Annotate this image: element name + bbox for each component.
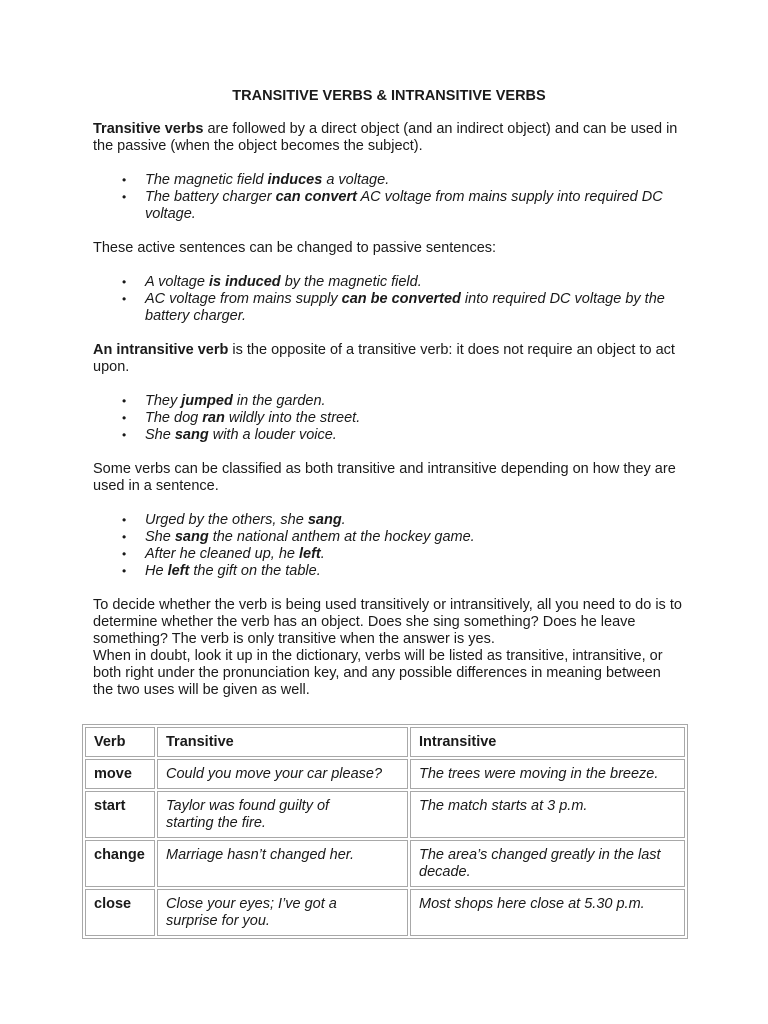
example-text: the national anthem at the hockey game. bbox=[208, 529, 475, 545]
example-text: The battery charger bbox=[145, 189, 276, 205]
list-item bbox=[145, 172, 683, 189]
decide-paragraph: To decide whether the verb is being used transitively or intransitively, all you need to do is to determine whether the verb has an object. Does she sing something? Does he leave something? The verb is only transitive when the answer is yes. bbox=[93, 597, 682, 647]
example-verb: induces bbox=[267, 172, 323, 188]
example-verb: left bbox=[298, 546, 321, 562]
list-item bbox=[145, 410, 683, 427]
table-row bbox=[85, 840, 685, 887]
cell-transitive: Marriage hasn’t changed her. bbox=[157, 840, 408, 887]
list-item bbox=[145, 546, 683, 563]
list-item bbox=[145, 291, 683, 325]
cell-verb: change bbox=[85, 840, 155, 887]
cell-intransitive: The trees were moving in the breeze. bbox=[410, 759, 685, 789]
example-verb: sang bbox=[174, 529, 209, 545]
example-verb: ran bbox=[202, 410, 225, 426]
document-body bbox=[93, 88, 683, 699]
header-intransitive: Intransitive bbox=[410, 727, 685, 757]
example-text: in the garden. bbox=[232, 393, 326, 409]
example-text: She bbox=[145, 427, 175, 443]
cell-intransitive: Most shops here close at 5.30 p.m. bbox=[410, 889, 685, 936]
example-text: They bbox=[145, 393, 182, 409]
list-item bbox=[145, 512, 683, 529]
cell-transitive: Taylor was found guilty of starting the fire. bbox=[157, 791, 408, 838]
example-text: Urged by the others, she bbox=[145, 512, 308, 528]
dictionary-paragraph: When in doubt, look it up in the dictionary, verbs will be listed as transitive, intransitive, or both right under the pronunciation key, and any possible differences in meaning between the two uses will be given as well. bbox=[93, 648, 663, 698]
example-text: The dog bbox=[145, 410, 203, 426]
intransitive-term: An intransitive verb bbox=[93, 342, 229, 358]
example-text: A voltage bbox=[145, 274, 209, 290]
both-examples-list bbox=[93, 512, 683, 580]
example-text: with a louder voice. bbox=[208, 427, 337, 443]
transitive-definition bbox=[93, 121, 683, 155]
example-text: He bbox=[145, 563, 168, 579]
transitive-term: Transitive verbs bbox=[93, 121, 204, 137]
example-text: She bbox=[145, 529, 175, 545]
cell-verb: move bbox=[85, 759, 155, 789]
header-verb: Verb bbox=[85, 727, 155, 757]
list-item bbox=[145, 529, 683, 546]
list-item bbox=[145, 189, 683, 223]
example-verb: left bbox=[167, 563, 190, 579]
example-verb: sang bbox=[174, 427, 209, 443]
cell-verb: close bbox=[85, 889, 155, 936]
example-text: . bbox=[341, 512, 346, 528]
list-item bbox=[145, 427, 683, 444]
example-text: AC voltage from mains supply bbox=[145, 291, 342, 307]
list-item bbox=[145, 393, 683, 410]
example-verb: can be converted bbox=[341, 291, 461, 307]
example-text: by the magnetic field. bbox=[280, 274, 422, 290]
example-text: the gift on the table. bbox=[189, 563, 321, 579]
cell-verb: start bbox=[85, 791, 155, 838]
document-title: TRANSITIVE VERBS & INTRANSITIVE VERBS bbox=[232, 88, 546, 104]
table-row bbox=[85, 759, 685, 789]
example-text: into required DC voltage by the battery charger. bbox=[145, 291, 665, 324]
verb-table-wrapper bbox=[82, 724, 686, 939]
example-verb: is induced bbox=[208, 274, 281, 290]
example-text: After he cleaned up, he bbox=[145, 546, 299, 562]
example-text: . bbox=[320, 546, 325, 562]
cell-transitive: Close your eyes; I’ve got a surprise for you. bbox=[157, 889, 408, 936]
header-transitive: Transitive bbox=[157, 727, 408, 757]
table-row bbox=[85, 791, 685, 838]
example-text: a voltage. bbox=[322, 172, 390, 188]
intransitive-definition-text: is the opposite of a transitive verb: it does not require an object to act upon. bbox=[93, 342, 675, 375]
cell-intransitive: The area’s changed greatly in the last decade. bbox=[410, 840, 685, 887]
passive-intro: These active sentences can be changed to passive sentences: bbox=[93, 240, 497, 256]
example-verb: sang bbox=[307, 512, 342, 528]
verb-table bbox=[82, 724, 688, 939]
example-text: wildly into the street. bbox=[224, 410, 361, 426]
example-verb: jumped bbox=[181, 393, 233, 409]
cell-transitive: Could you move your car please? bbox=[157, 759, 408, 789]
list-item bbox=[145, 274, 683, 291]
transitive-definition-text: are followed by a direct object (and an indirect object) and can be used in the passive (when the object becomes the subject). bbox=[93, 121, 678, 154]
example-text: AC voltage from mains supply into required DC voltage. bbox=[145, 189, 663, 222]
passive-examples-list bbox=[93, 274, 683, 325]
example-text: The magnetic field bbox=[145, 172, 268, 188]
both-intro: Some verbs can be classified as both transitive and intransitive depending on how they are used in a sentence. bbox=[93, 461, 676, 494]
table-header-row bbox=[85, 727, 685, 757]
cell-intransitive: The match starts at 3 p.m. bbox=[410, 791, 685, 838]
intransitive-examples-list bbox=[93, 393, 683, 444]
intransitive-definition bbox=[93, 342, 683, 376]
table-row bbox=[85, 889, 685, 936]
transitive-examples-list bbox=[93, 172, 683, 223]
example-verb: can convert bbox=[275, 189, 357, 205]
list-item bbox=[145, 563, 683, 580]
